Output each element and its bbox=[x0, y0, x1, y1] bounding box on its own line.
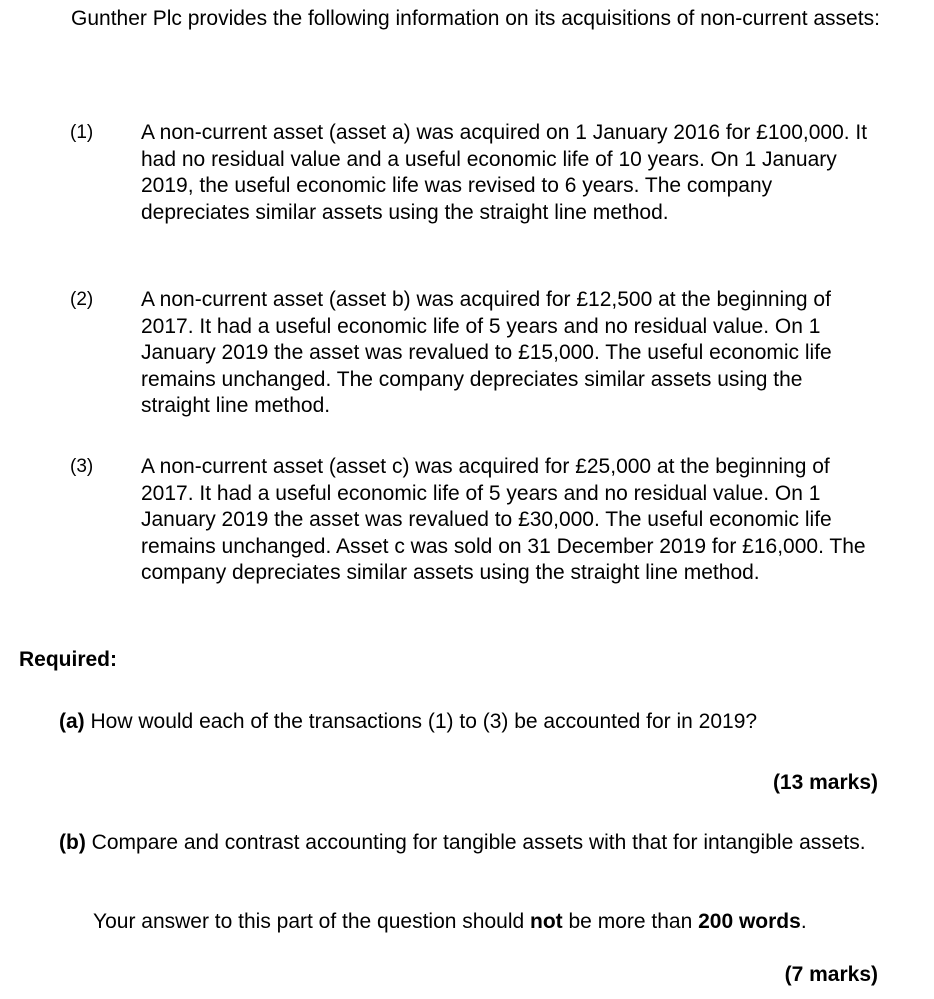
item-text: A non-current asset (asset c) was acquired for £25,000 at the beginning of 2017. It had a useful economic life of 5 years and no residual value. On 1 January 2019 the asset was revalued to £30,000. The useful economic life remains unchanged. Asset c was sold on 31 December 2019 for £16,000. The company depreciates similar assets using the straight line method. bbox=[141, 455, 866, 584]
item-text: A non-current asset (asset b) was acquired for £12,500 at the beginning of 2017. It had a useful economic life of 5 years and no residual value. On 1 January 2019 the asset was revalued to £15,000. The useful economic life remains unchanged. The company depreciates similar assets using the straight line method. bbox=[141, 288, 832, 417]
note-middle: be more than bbox=[562, 910, 699, 933]
part-a-label: (a) bbox=[59, 710, 85, 733]
note-limit: 200 words bbox=[698, 910, 801, 933]
part-a-text: How would each of the transactions (1) to (3) be accounted for in 2019? bbox=[90, 710, 758, 733]
part-b-label: (b) bbox=[59, 831, 86, 854]
part-b-marks: (7 marks) bbox=[784, 963, 878, 986]
note-emphasis: not bbox=[530, 910, 563, 933]
part-a-marks: (13 marks) bbox=[772, 771, 878, 794]
word-limit-note bbox=[93, 909, 807, 936]
part-a-question bbox=[59, 709, 879, 736]
intro-paragraph: Gunther Plc provides the following information on its acquisitions of non-current assets: bbox=[71, 7, 880, 30]
item-text: A non-current asset (asset a) was acquired on 1 January 2016 for £100,000. It had no residual value and a useful economic life of 10 years. On 1 January 2019, the useful economic life was revised to 6 years. The company depreciates similar assets using the straight line method. bbox=[141, 121, 868, 224]
part-b-text: Compare and contrast accounting for tangible assets with that for intangible assets. bbox=[91, 831, 866, 854]
required-heading: Required: bbox=[19, 648, 118, 671]
item-number: (2) bbox=[70, 289, 94, 310]
item-number: (3) bbox=[70, 456, 94, 477]
note-suffix: . bbox=[800, 910, 807, 933]
item-number: (1) bbox=[70, 122, 94, 143]
note-prefix: Your answer to this part of the question should bbox=[93, 910, 531, 933]
part-b-question bbox=[59, 830, 883, 857]
